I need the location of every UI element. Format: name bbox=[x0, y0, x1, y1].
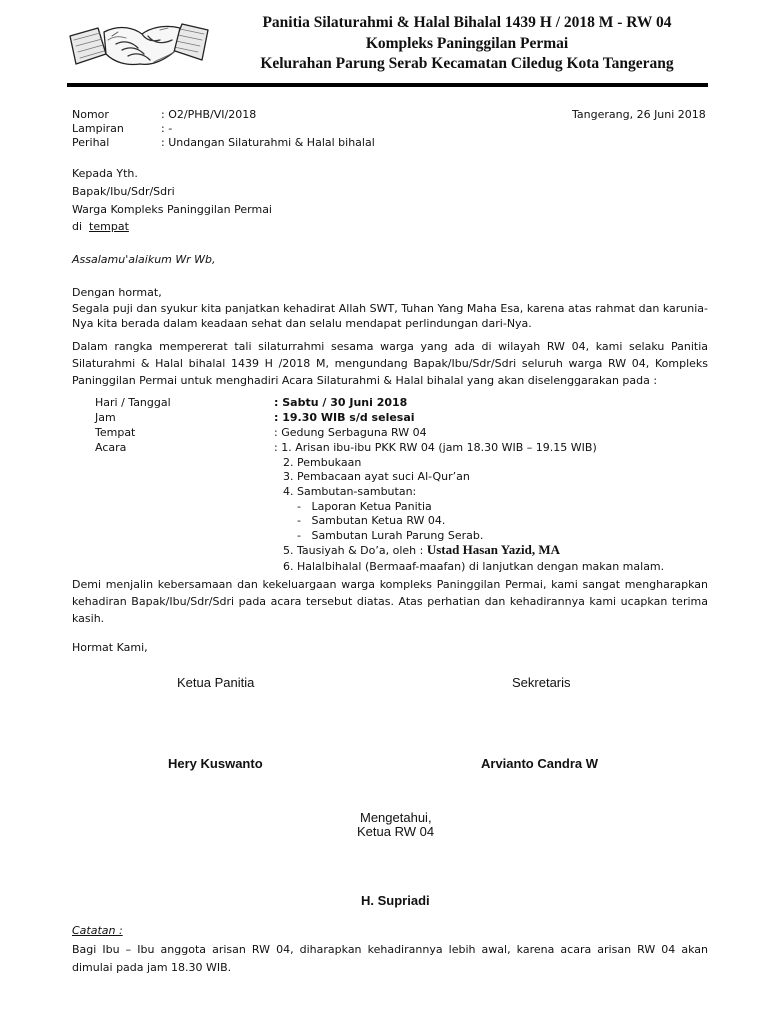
agenda-item-3: 3. Pembacaan ayat suci Al-Qur’an bbox=[283, 470, 470, 483]
acknowledge-title: Ketua RW 04 bbox=[357, 824, 435, 839]
day-value: : Sabtu / 30 Juni 2018 bbox=[274, 396, 408, 409]
agenda-item-1: : 1. Arisan ibu-ibu PKK RW 04 (jam 18.30 WIB – 19.15 WIB) bbox=[274, 441, 597, 454]
agenda-subitem-3: - Sambutan Lurah Parung Serab. bbox=[297, 529, 484, 542]
header-divider bbox=[67, 83, 708, 87]
time-value: : 19.30 WIB s/d selesai bbox=[274, 411, 415, 424]
paragraph-2: Dalam rangka mempererat tali silaturrahmi sesama warga yang ada di wilayah RW 04, kami selaku Panitia Silaturahmi & Halal bihalal 1439 H /2018 M, mengundang Bapak/Ibu/Sdr/Sdri seluruh warga RW 04, Kompleks Paninggilan Permai untuk menghadiri Acara Silaturahmi & Halal bihalal yang akan diselenggarakan pada : bbox=[72, 340, 708, 387]
handshake-icon bbox=[68, 14, 210, 76]
acknowledge-label: Mengetahui, bbox=[360, 810, 432, 825]
speaker-name: Ustad Hasan Yazid, MA bbox=[426, 542, 560, 557]
greeting: Assalamu'alaikum Wr Wb, bbox=[72, 253, 216, 266]
org-title: Panitia Silaturahmi & Halal Bihalal 1439 H / 2018 M - RW 04 bbox=[262, 14, 672, 31]
agenda-item-4: 4. Sambutan-sambutan: bbox=[283, 485, 417, 498]
lampiran-value: : - bbox=[161, 122, 173, 135]
recipient-line-3: Warga Kompleks Paninggilan Permai bbox=[72, 203, 272, 216]
right-signatory-title: Sekretaris bbox=[512, 675, 571, 690]
note-label: Catatan : bbox=[72, 924, 123, 937]
closing: Hormat Kami, bbox=[72, 641, 148, 654]
recipient-line-2: Bapak/Ibu/Sdr/Sdri bbox=[72, 185, 175, 198]
acknowledge-name: H. Supriadi bbox=[361, 893, 430, 908]
recipient-prefix: di bbox=[72, 220, 90, 233]
agenda-item-6: 6. Halalbihalal (Bermaaf-maafan) di lanjutkan dengan makan malam. bbox=[283, 560, 665, 573]
agenda-subitem-2: - Sambutan Ketua RW 04. bbox=[297, 514, 446, 527]
agenda-subitem-1: - Laporan Ketua Panitia bbox=[297, 500, 432, 513]
nomor-value: : O2/PHB/VI/2018 bbox=[161, 108, 257, 121]
org-address: Kelurahan Parung Serab Kecamatan Ciledug Kota Tangerang bbox=[260, 55, 674, 72]
note-text: Bagi Ibu – Ibu anggota arisan RW 04, diharapkan kehadirannya lebih awal, karena acara arisan RW 04 akan dimulai pada jam 18.30 WIB. bbox=[72, 943, 708, 974]
place-label: Tempat bbox=[95, 426, 136, 439]
left-signatory-title: Ketua Panitia bbox=[177, 675, 255, 690]
opening: Dengan hormat, bbox=[72, 286, 162, 299]
left-signatory-name: Hery Kuswanto bbox=[168, 756, 263, 771]
paragraph-1: Segala puji dan syukur kita panjatkan kehadirat Allah SWT, Tuhan Yang Maha Esa, karena atas rahmat dan karunia-Nya kita berada dalam keadaan sehat dan selalu mendapat perlindungan dari-Nya. bbox=[72, 302, 708, 330]
perihal-label: Perihal bbox=[72, 136, 110, 149]
right-signatory-name: Arvianto Candra W bbox=[481, 756, 599, 771]
recipient-place: tempat bbox=[89, 220, 129, 233]
agenda-5-prefix: 5. Tausiyah & Do’a, oleh : bbox=[283, 544, 427, 557]
perihal-value: : Undangan Silaturahmi & Halal bihalal bbox=[161, 136, 375, 149]
nomor-label: Nomor bbox=[72, 108, 109, 121]
day-label: Hari / Tanggal bbox=[95, 396, 171, 409]
org-subtitle: Kompleks Paninggilan Permai bbox=[365, 35, 569, 52]
recipient-line-4 bbox=[72, 220, 129, 234]
place-value: : Gedung Serbaguna RW 04 bbox=[274, 426, 427, 439]
time-label: Jam bbox=[95, 411, 116, 424]
recipient-line-1: Kepada Yth. bbox=[72, 167, 138, 180]
agenda-item-5 bbox=[283, 543, 560, 558]
place-date: Tangerang, 26 Juni 2018 bbox=[572, 108, 706, 121]
agenda-label: Acara bbox=[95, 441, 127, 454]
agenda-item-2: 2. Pembukaan bbox=[283, 456, 362, 469]
lampiran-label: Lampiran bbox=[72, 122, 124, 135]
paragraph-3: Demi menjalin kebersamaan dan kekeluargaan warga kompleks Paninggilan Permai, kami sangat mengharapkan kehadiran Bapak/Ibu/Sdr/Sdri pada acara tersebut diatas. Atas perhatian dan kehadirannya kami ucapkan terima kasih. bbox=[72, 578, 708, 625]
